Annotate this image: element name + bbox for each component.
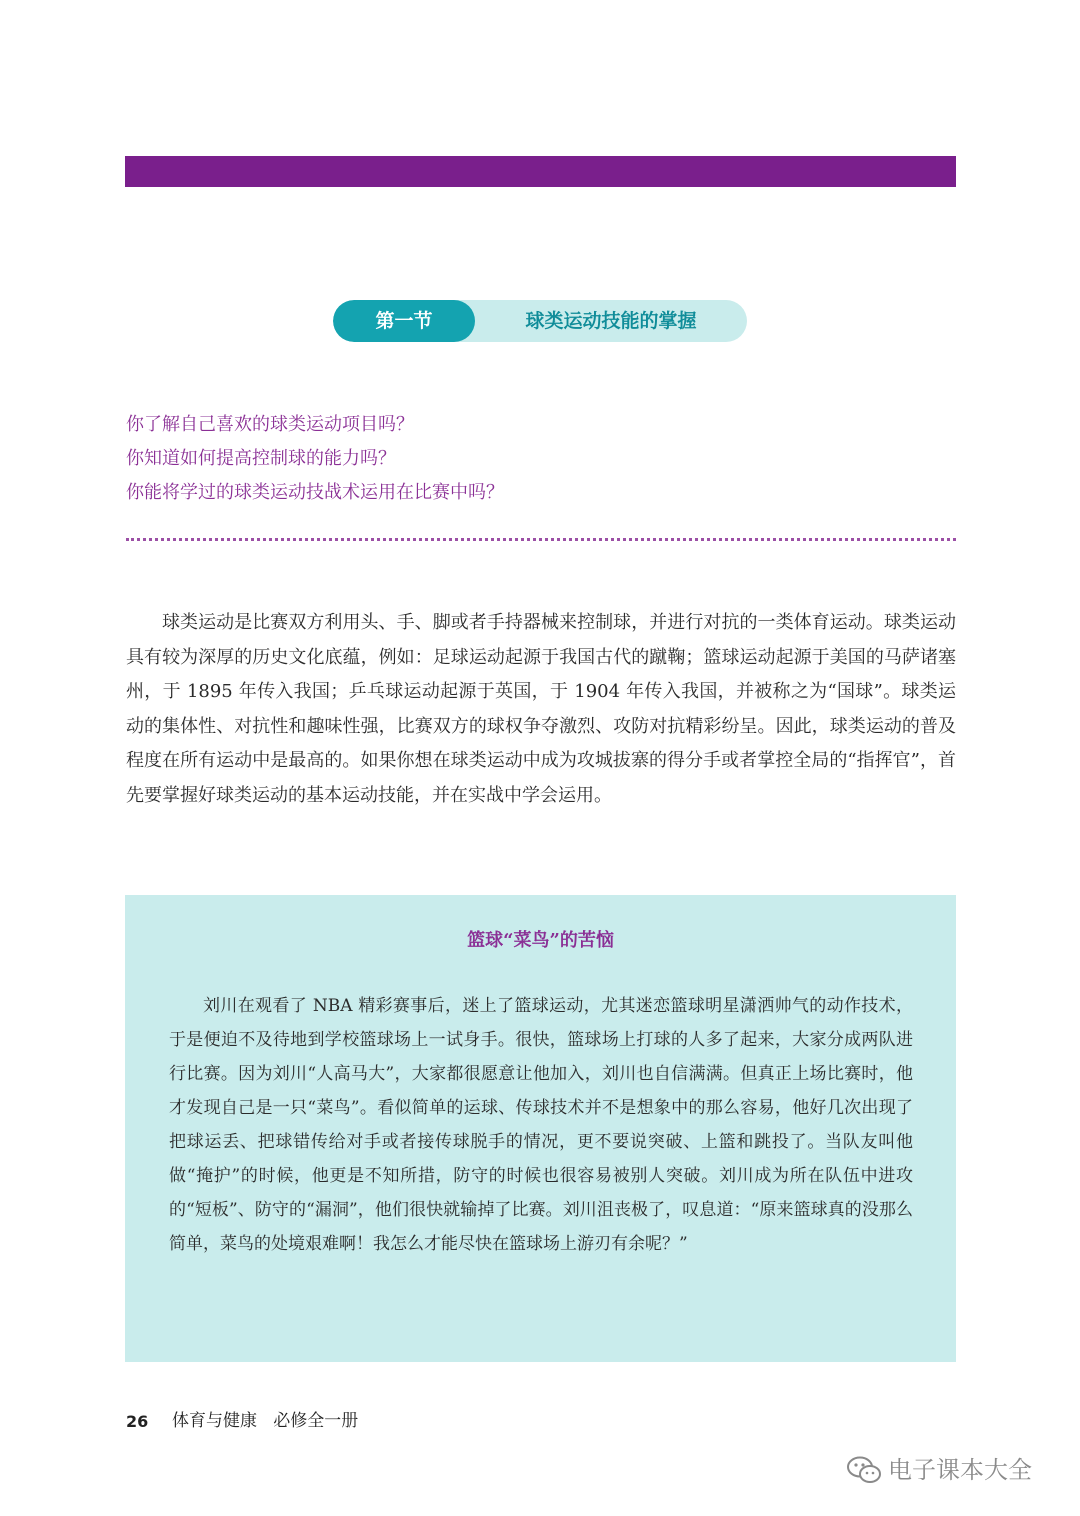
question-item: 你了解自己喜欢的球类运动项目吗？ (126, 414, 414, 435)
intro-paragraph: 球类运动是比赛双方利用头、手、脚或者手持器械来控制球，并进行对抗的一类体育运动。球类运动具有较为深厚的历史文化底蕴，例如：足球运动起源于我国古代的蹴鞠；篮球运动起源于美国的马萨诸塞州，于 1895 年传入我国；乒乓球运动起源于英国，于 1904 年传入我国，并被称之为“国球”。球类运动的集体性、对抗性和趣味性强，比赛双方的球权争夺激烈、攻防对抗精彩纷呈。因此，球类运动的普及程度在所有运动中是最高的。如果你想在球类运动中成为攻城拔寨的得分手或者掌控全局的“指挥官”，首先要掌握好球类运动的基本运动技能，并在实战中学会运用。 (126, 612, 956, 806)
page-number: 26 (126, 1412, 149, 1431)
section-heading (333, 300, 747, 342)
wechat-icon (846, 1455, 882, 1485)
watermark-text: 电子课本大全 (888, 1456, 1032, 1484)
watermark (846, 1452, 1032, 1488)
book-title: 体育与健康 必修全一册 (172, 1411, 359, 1431)
story-box (125, 895, 956, 1362)
story-title: 篮球“菜鸟”的苦恼 (467, 930, 614, 951)
section-number: 第一节 (333, 300, 475, 342)
guiding-questions (126, 408, 956, 510)
section-title: 球类运动技能的掌握 (525, 310, 697, 332)
question-item: 你知道如何提高控制球的能力吗？ (126, 448, 396, 469)
chapter-header-bar (125, 156, 956, 187)
story-body: 刘川在观看了 NBA 精彩赛事后，迷上了篮球运动，尤其迷恋篮球明星潇洒帅气的动作技术，于是便迫不及待地到学校篮球场上一试身手。很快，篮球场上打球的人多了起来，大家分成两队进行比赛。因为刘川“人高马大”，大家都很愿意让他加入，刘川也自信满满。但真正上场比赛时，他才发现自己是一只“菜鸟”。看似简单的运球、传球技术并不是想象中的那么容易，他好几次出现了把球运丢、把球错传给对手或者接传球脱手的情况，更不要说突破、上篮和跳投了。当队友叫他做“掩护”的时候，他更是不知所措，防守的时候也很容易被别人突破。刘川成为所在队伍中进攻的“短板”、防守的“漏洞”，他们很快就输掉了比赛。刘川沮丧极了，叹息道：“原来篮球真的没那么简单，菜鸟的处境艰难啊！我怎么才能尽快在篮球场上游刃有余呢？” (169, 996, 913, 1254)
question-item: 你能将学过的球类运动技战术运用在比赛中吗？ (126, 482, 504, 503)
dotted-divider (126, 538, 956, 541)
